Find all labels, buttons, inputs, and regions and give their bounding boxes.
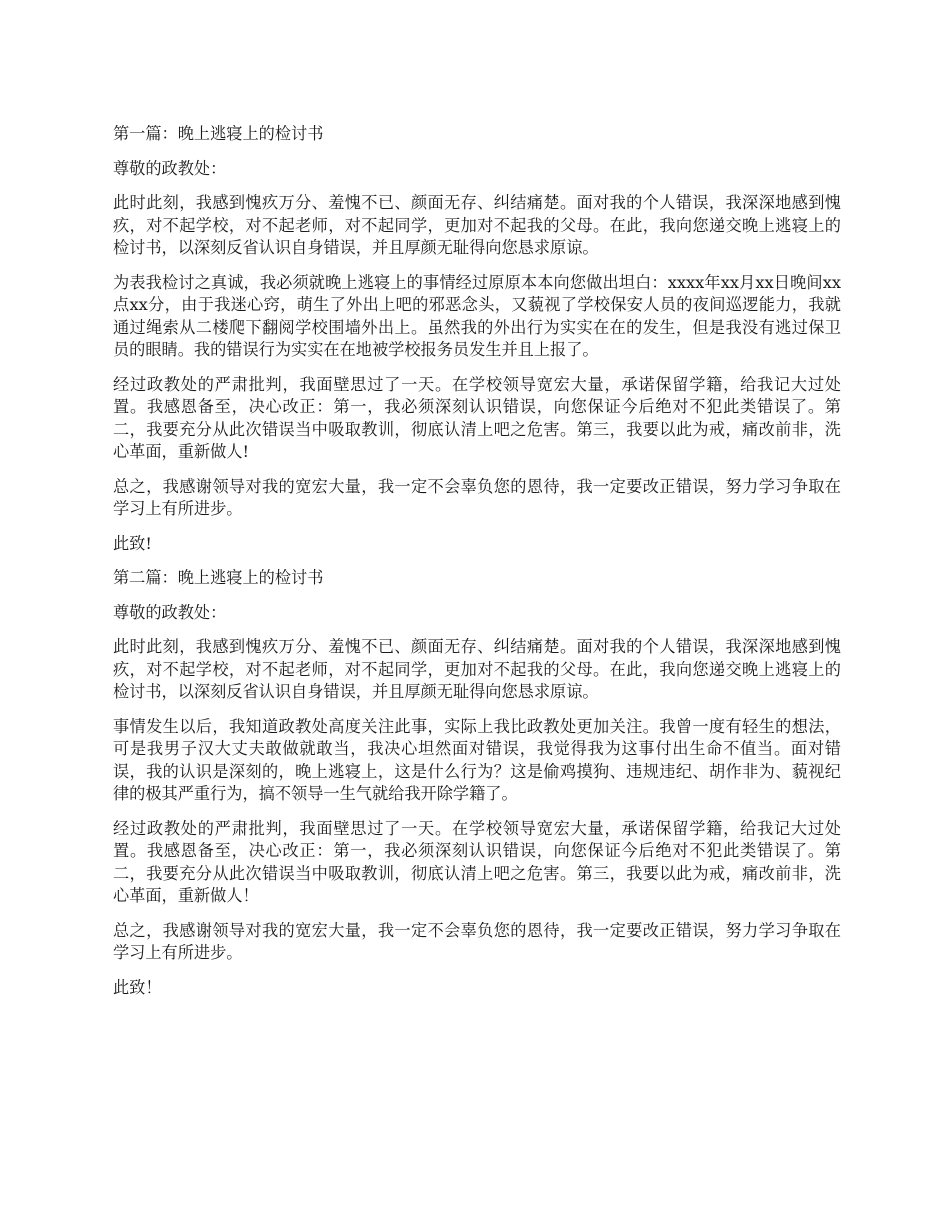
body-paragraph: 总之，我感谢领导对我的宽宏大量，我一定不会辜负您的恩待，我一定要改正错误，努力学习争取在学习上有所进步。 — [113, 920, 841, 962]
body-paragraph: 此时此刻，我感到愧疚万分、羞愧不已、颜面无存、纠结痛楚。面对我的个人错误，我深深地感到愧疚，对不起学校，对不起老师，对不起同学，更加对不起我的父母。在此，我向您递交晚上逃寝上的检讨书，以深刻反省认识自身错误，并且厚颜无耻得向您恳求原谅。 — [113, 637, 841, 701]
body-paragraph: 此时此刻，我感到愧疚万分、羞愧不已、颜面无存、纠结痛楚。面对我的个人错误，我深深地感到愧疚，对不起学校，对不起老师，对不起同学，更加对不起我的父母。在此，我向您递交晚上逃寝上的检讨书，以深刻反省认识自身错误，并且厚颜无耻得向您恳求原谅。 — [113, 193, 841, 257]
salutation: 尊敬的政教处： — [113, 602, 227, 622]
body-paragraph: 经过政教处的严肃批判，我面壁思过了一天。在学校领导宽宏大量，承诺保留学籍，给我记大过处置。我感恩备至，决心改正：第一，我必须深刻认识错误，向您保证今后绝对不犯此类错误了。第二，我要充分从此次错误当中吸取教训，彻底认清上吧之危害。第三，我要以此为戒，痛改前非，洗心革面，重新做人! — [113, 374, 841, 461]
body-paragraph: 总之，我感谢领导对我的宽宏大量，我一定不会辜负您的恩待，我一定要改正错误，努力学习争取在学习上有所进步。 — [113, 476, 841, 518]
body-paragraph: 经过政教处的严肃批判，我面壁思过了一天。在学校领导宽宏大量，承诺保留学籍，给我记大过处置。我感恩备至，决心改正：第一，我必须深刻认识错误，向您保证今后绝对不犯此类错误了。第二，我要充分从此次错误当中吸取教训，彻底认清上吧之危害。第三，我要以此为戒，痛改前非，洗心革面，重新做人！ — [113, 818, 841, 905]
body-paragraph: 为表我检讨之真诚，我必须就晚上逃寝上的事情经过原原本本向您做出坦白：xxxx年xx月xx日晚间xx点xx分，由于我迷心窍，萌生了外出上吧的邪恶念头，又藐视了学校保安人员的夜间巡逻能力，我就通过绳索从二楼爬下翻阅学校围墙外出上。虽然我的外出行为实实在在的发生，但是我没有逃过保卫员的眼睛。我的错误行为实实在在地被学校报务员发生并且上报了。 — [113, 272, 841, 359]
salutation: 尊敬的政教处： — [113, 158, 227, 178]
body-paragraph: 事情发生以后，我知道政教处高度关注此事，实际上我比政教处更加关注。我曾一度有轻生的想法，可是我男子汉大丈夫敢做就敢当，我决心坦然面对错误，我觉得我为这事付出生命不值当。面对错误，我的认识是深刻的，晚上逃寝上，这是什么行为？这是偷鸡摸狗、违规违纪、胡作非为、藐视纪律的极其严重行为，搞不领导一生气就给我开除学籍了。 — [113, 716, 841, 803]
document-page — [113, 123, 841, 1011]
section-title-1: 第一篇：晚上逃寝上的检讨书 — [113, 124, 324, 143]
closing: 此致！ — [113, 977, 162, 997]
closing: 此致! — [113, 533, 152, 553]
section-title-2: 第二篇：晚上逃寝上的检讨书 — [113, 568, 324, 587]
